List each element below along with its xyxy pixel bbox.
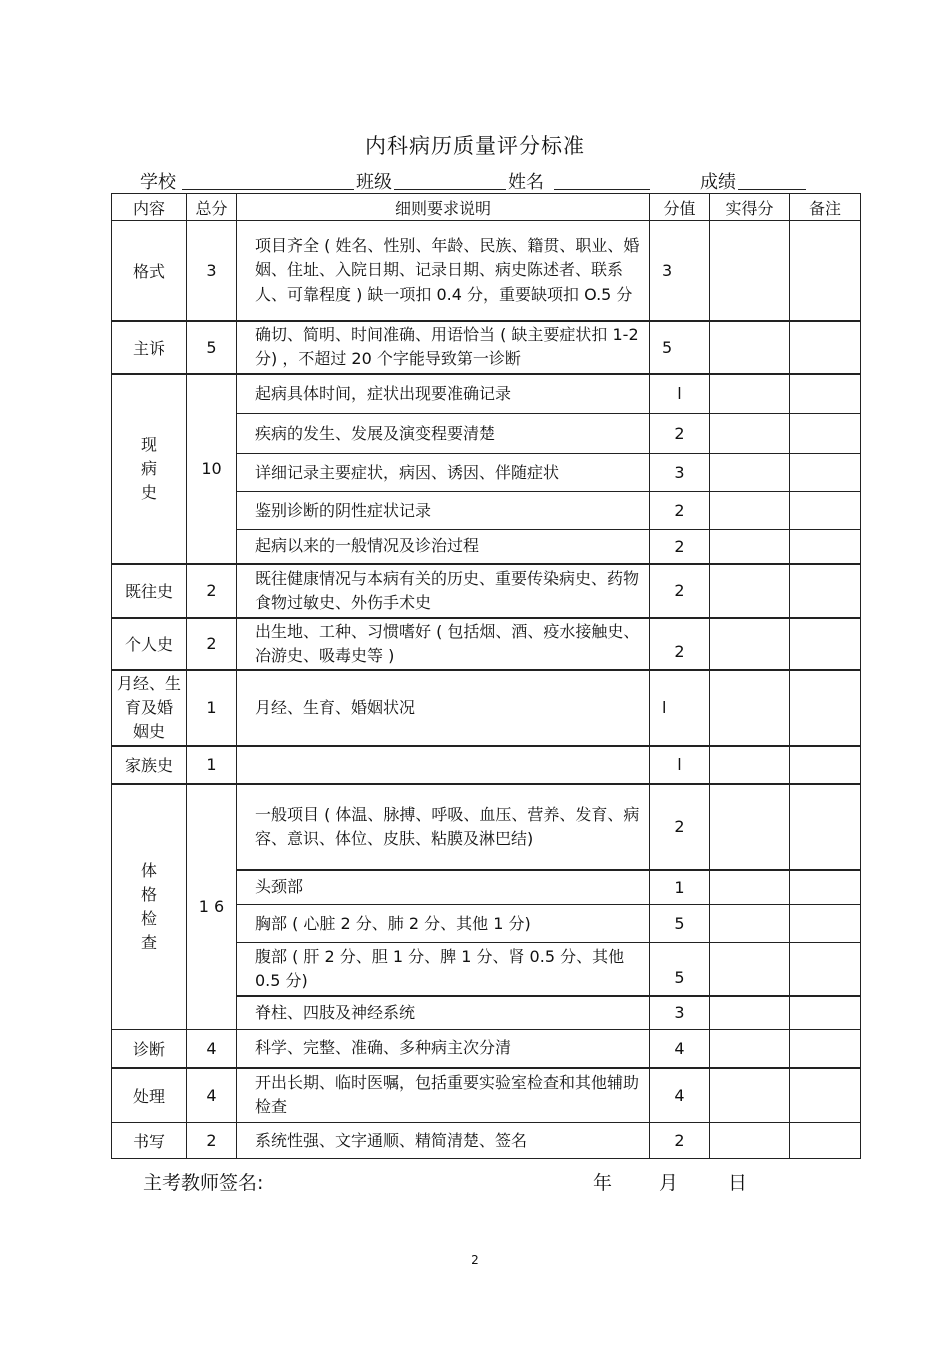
row-category: 书写 <box>112 1123 187 1159</box>
table-row-diagnosis <box>112 1030 861 1068</box>
remarks-cell[interactable] <box>790 221 861 321</box>
row-category: 既往史 <box>112 564 187 618</box>
row-category: 诊断 <box>112 1030 187 1068</box>
header-actual-score: 实得分 <box>710 194 790 221</box>
category-char: 体 <box>140 860 157 880</box>
row-description: 胸部 ( 心脏 2 分、肺 2 分、其他 1 分) <box>237 905 650 943</box>
actual-score-cell[interactable] <box>710 454 790 492</box>
footer-signature-line <box>143 1168 843 1196</box>
row-total: 5 <box>187 321 237 374</box>
row-category <box>112 374 187 564</box>
remarks-cell[interactable] <box>790 414 861 454</box>
score-blank <box>738 189 806 190</box>
row-total: 2 <box>187 618 237 670</box>
remarks-cell[interactable] <box>790 1123 861 1159</box>
category-line: 育及婚 <box>124 697 173 717</box>
row-category: 主诉 <box>112 321 187 374</box>
actual-score-cell[interactable] <box>710 530 790 564</box>
actual-score-cell[interactable] <box>710 670 790 746</box>
row-total: 3 <box>187 221 237 321</box>
row-value: 2 <box>650 564 710 618</box>
row-value: 3 <box>650 221 710 321</box>
page-number: 2 <box>471 1253 479 1267</box>
remarks-cell[interactable] <box>790 784 861 870</box>
school-blank <box>182 189 354 190</box>
name-blank <box>554 189 650 190</box>
row-total: 2 <box>187 1123 237 1159</box>
row-value: 4 <box>650 1068 710 1123</box>
row-value: 3 <box>650 996 710 1030</box>
month-label: 月 <box>659 1172 679 1194</box>
row-description: 开出长期、临时医嘱，包括重要实验室检查和其他辅助检查 <box>237 1068 650 1123</box>
actual-score-cell[interactable] <box>710 1030 790 1068</box>
actual-score-cell[interactable] <box>710 492 790 530</box>
school-label: 学校 <box>140 172 176 193</box>
category-char: 查 <box>140 932 157 952</box>
header-content: 内容 <box>112 194 187 221</box>
row-description: 起病以来的一般情况及诊治过程 <box>237 530 650 564</box>
remarks-cell[interactable] <box>790 905 861 943</box>
row-description: 起病具体时间，症状出现要准确记录 <box>237 374 650 414</box>
remarks-cell[interactable] <box>790 618 861 670</box>
category-char: 病 <box>140 458 157 478</box>
row-description: 出生地、工种、习惯嗜好 ( 包括烟、酒、疫水接触史、冶游史、吸毒史等 ) <box>237 618 650 670</box>
table-row-past-history <box>112 564 861 618</box>
row-total: 4 <box>187 1030 237 1068</box>
row-value: 5 <box>650 943 710 996</box>
category-line: 姻史 <box>132 721 165 741</box>
class-blank <box>394 189 506 190</box>
actual-score-cell[interactable] <box>710 905 790 943</box>
class-label: 班级 <box>356 172 392 193</box>
row-value: 5 <box>650 321 710 374</box>
table-row-treatment <box>112 1068 861 1123</box>
category-char: 格 <box>140 884 157 904</box>
document-title: 内科病历质量评分标准 <box>365 134 585 158</box>
actual-score-cell[interactable] <box>710 321 790 374</box>
student-info-line <box>140 168 820 192</box>
category-line: 月经、生 <box>116 673 181 693</box>
row-description: 项目齐全 ( 姓名、性别、年龄、民族、籍贯、职业、婚姻、住址、入院日期、记录日期、病史陈述者、联系人、可靠程度 ) 缺一项扣 0.4 分，重要缺项扣 O.5 分 <box>237 221 650 321</box>
remarks-cell[interactable] <box>790 870 861 905</box>
category-char: 史 <box>140 482 157 502</box>
remarks-cell[interactable] <box>790 454 861 492</box>
score-label: 成绩 <box>700 172 736 193</box>
row-category <box>112 670 187 746</box>
remarks-cell[interactable] <box>790 670 861 746</box>
table-row-menstrual-marital <box>112 670 861 746</box>
table-row-writing <box>112 1123 861 1159</box>
category-char: 检 <box>140 908 157 928</box>
row-value: 3 <box>650 454 710 492</box>
day-label: 日 <box>728 1172 748 1194</box>
table-row-physical-exam <box>112 784 861 870</box>
actual-score-cell[interactable] <box>710 1123 790 1159</box>
row-category: 家族史 <box>112 746 187 784</box>
actual-score-cell[interactable] <box>710 564 790 618</box>
row-value: 2 <box>650 618 710 670</box>
remarks-cell[interactable] <box>790 492 861 530</box>
scoring-table <box>111 193 861 1159</box>
row-value: l <box>650 374 710 414</box>
row-description: 腹部 ( 肝 2 分、胆 1 分、脾 1 分、肾 0.5 分、其他 0.5 分) <box>237 943 650 996</box>
actual-score-cell[interactable] <box>710 870 790 905</box>
actual-score-cell[interactable] <box>710 374 790 414</box>
remarks-cell[interactable] <box>790 321 861 374</box>
row-description <box>237 746 650 784</box>
header-value: 分值 <box>650 194 710 221</box>
actual-score-cell[interactable] <box>710 746 790 784</box>
row-description: 脊柱、四肢及神经系统 <box>237 996 650 1030</box>
remarks-cell[interactable] <box>790 374 861 414</box>
row-category: 处理 <box>112 1068 187 1123</box>
row-description: 详细记录主要症状，病因、诱因、伴随症状 <box>237 454 650 492</box>
row-total: 1 <box>187 746 237 784</box>
remarks-cell[interactable] <box>790 1030 861 1068</box>
actual-score-cell[interactable] <box>710 221 790 321</box>
header-description: 细则要求说明 <box>237 194 650 221</box>
row-value: 2 <box>650 530 710 564</box>
year-label: 年 <box>593 1172 613 1194</box>
actual-score-cell[interactable] <box>710 943 790 996</box>
actual-score-cell[interactable] <box>710 784 790 870</box>
header-row <box>112 194 861 221</box>
table-row-family-history <box>112 746 861 784</box>
row-value: 2 <box>650 492 710 530</box>
row-description: 科学、完整、准确、多种病主次分清 <box>237 1030 650 1068</box>
header-total: 总分 <box>187 194 237 221</box>
row-description: 系统性强、文字通顺、精简清楚、签名 <box>237 1123 650 1159</box>
row-value: 1 <box>650 870 710 905</box>
row-value: 4 <box>650 1030 710 1068</box>
row-total: 4 <box>187 1068 237 1123</box>
remarks-cell[interactable] <box>790 746 861 784</box>
actual-score-cell[interactable] <box>710 1068 790 1123</box>
table-row-present-illness <box>112 374 861 414</box>
row-value: l <box>650 670 710 746</box>
row-description: 既往健康情况与本病有关的历史、重要传染病史、药物食物过敏史、外伤手术史 <box>237 564 650 618</box>
table-row-personal-history <box>112 618 861 670</box>
row-description: 疾病的发生、发展及演变程要清楚 <box>237 414 650 454</box>
examiner-signature-label: 主考教师签名: <box>143 1172 264 1194</box>
remarks-cell[interactable] <box>790 530 861 564</box>
row-total: 2 <box>187 564 237 618</box>
row-category: 格式 <box>112 221 187 321</box>
header-remarks: 备注 <box>790 194 861 221</box>
name-label: 姓名 <box>508 172 544 193</box>
remarks-cell[interactable] <box>790 564 861 618</box>
row-total: 10 <box>187 374 237 564</box>
row-total: 1 6 <box>187 784 237 1030</box>
remarks-cell[interactable] <box>790 996 861 1030</box>
actual-score-cell[interactable] <box>710 414 790 454</box>
row-value: 2 <box>650 784 710 870</box>
row-value: 5 <box>650 905 710 943</box>
category-char: 现 <box>140 434 157 454</box>
table-row-format <box>112 221 861 321</box>
row-description: 确切、简明、时间准确、用语恰当 ( 缺主要症状扣 1-2 分) ，不超过 20 个字能导致第一诊断 <box>237 321 650 374</box>
actual-score-cell[interactable] <box>710 996 790 1030</box>
row-description: 月经、生育、婚姻状况 <box>237 670 650 746</box>
row-description: 头颈部 <box>237 870 650 905</box>
remarks-cell[interactable] <box>790 943 861 996</box>
row-total: 1 <box>187 670 237 746</box>
row-value: 2 <box>650 1123 710 1159</box>
row-category: 个人史 <box>112 618 187 670</box>
row-value: 2 <box>650 414 710 454</box>
remarks-cell[interactable] <box>790 1068 861 1123</box>
row-value: l <box>650 746 710 784</box>
row-description: 一般项目 ( 体温、脉搏、呼吸、血压、营养、发育、病容、意识、体位、皮肤、粘膜及淋巴结) <box>237 784 650 870</box>
row-category <box>112 784 187 1030</box>
row-description: 鉴别诊断的阴性症状记录 <box>237 492 650 530</box>
actual-score-cell[interactable] <box>710 618 790 670</box>
table-row-chief-complaint <box>112 321 861 374</box>
